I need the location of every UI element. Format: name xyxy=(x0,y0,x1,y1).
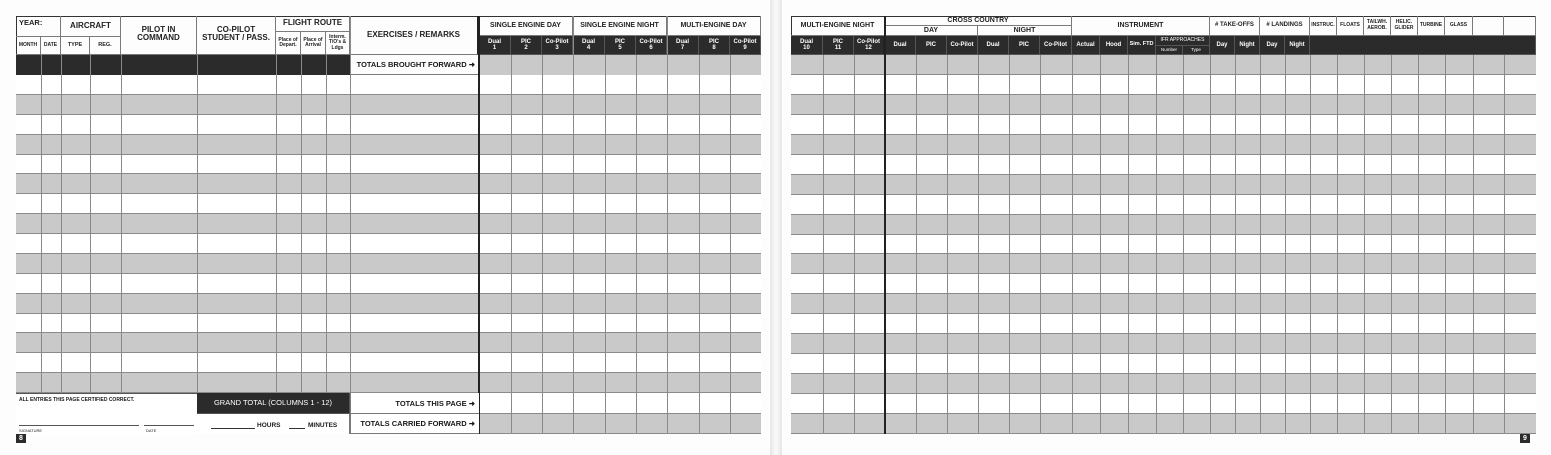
right-entry-row xyxy=(791,374,1536,394)
column-divider xyxy=(1128,55,1129,434)
engine-entry-row xyxy=(479,155,761,175)
col-4-header: Dual 4 xyxy=(573,36,605,55)
place-arrival-header: Place of Arrival xyxy=(301,32,326,55)
column-divider xyxy=(1235,55,1236,434)
right-entry-row xyxy=(791,155,1536,175)
engine-entry-row xyxy=(479,95,761,115)
column-divider xyxy=(1473,55,1474,434)
column-divider xyxy=(350,16,351,434)
landings-night-header: Night xyxy=(1285,36,1310,55)
instrument-actual-header: Actual xyxy=(1072,36,1100,55)
column-divider xyxy=(1310,55,1311,434)
column-divider xyxy=(511,55,512,434)
left-entry-row xyxy=(16,135,350,155)
left-entry-row xyxy=(16,115,350,135)
column-divider xyxy=(1040,55,1041,434)
right-entry-row xyxy=(791,314,1536,334)
column-divider xyxy=(1072,55,1073,434)
column-divider xyxy=(1445,55,1446,434)
left-entry-row xyxy=(16,314,350,334)
left-entry-row xyxy=(16,194,350,214)
takeoffs-day-header: Day xyxy=(1210,36,1235,55)
cc-day-dual-header: Dual xyxy=(885,36,916,55)
column-divider xyxy=(1418,55,1419,434)
group-divider xyxy=(667,16,668,434)
column-divider xyxy=(1260,55,1261,434)
tailwheel-aerobatic-header: TAILWH. AEROB. xyxy=(1364,16,1391,36)
col-7-header: Dual 7 xyxy=(667,36,699,55)
left-entry-row xyxy=(16,333,350,353)
cc-day-pic-header: PIC xyxy=(916,36,947,55)
engine-entry-row xyxy=(479,373,761,393)
col-12-header: Co-Pilot 12 xyxy=(854,36,885,55)
remarks-entry-cell xyxy=(350,174,479,194)
date-header: DATE xyxy=(41,37,61,55)
landings-day-header: Day xyxy=(1260,36,1285,55)
right-page-number: 9 xyxy=(1520,434,1530,443)
remarks-entry-cell xyxy=(350,135,479,155)
section-divider xyxy=(478,16,480,434)
date-label: DATE xyxy=(146,428,157,433)
cc-night-pic-header: PIC xyxy=(1009,36,1040,55)
remarks-entry-cell xyxy=(350,333,479,353)
blank-header-2 xyxy=(1504,16,1536,36)
col-5-header: PIC 5 xyxy=(605,36,636,55)
remarks-entry-cell xyxy=(350,294,479,314)
remarks-entry-cell xyxy=(350,115,479,135)
column-divider xyxy=(947,55,948,434)
floats-header: FLOATS xyxy=(1337,16,1364,36)
book-gutter xyxy=(770,0,782,455)
column-divider xyxy=(301,55,302,393)
instrument-sim-header: Sim. FTD xyxy=(1128,36,1156,55)
column-divider xyxy=(326,55,327,393)
totals-this-page-label: TOTALS THIS PAGE ➜ xyxy=(350,393,479,414)
hours-minutes-box xyxy=(197,414,350,434)
turbine-header: TURBINE xyxy=(1418,16,1445,36)
column-divider xyxy=(978,55,979,434)
right-entry-row xyxy=(791,135,1536,155)
pilot-in-command-header: PILOT IN COMMAND xyxy=(121,16,197,55)
remarks-entry-cell xyxy=(350,234,479,254)
right-entry-row xyxy=(791,235,1536,255)
engine-entry-row xyxy=(479,353,761,373)
column-divider xyxy=(636,55,637,434)
right-entry-row xyxy=(791,254,1536,274)
column-divider xyxy=(916,55,917,434)
column-divider xyxy=(1364,55,1365,434)
left-page-number: 8 xyxy=(16,434,26,443)
ifr-type-header: Type xyxy=(1183,46,1210,55)
engine-entry-row xyxy=(479,333,761,353)
multi-engine-day-header: MULTI-ENGINE DAY xyxy=(667,16,761,36)
remarks-entry-cell xyxy=(350,95,479,115)
column-divider xyxy=(1183,55,1184,434)
right-entry-row xyxy=(791,274,1536,294)
ifr-approaches-header: IFR APPROACHES xyxy=(1156,36,1210,46)
instrument-header: INSTRUMENT xyxy=(1072,16,1210,36)
right-entry-row xyxy=(791,394,1536,414)
left-entry-row xyxy=(16,155,350,175)
column-divider xyxy=(1210,55,1211,434)
left-entry-row xyxy=(16,75,350,95)
engine-entry-row xyxy=(479,274,761,294)
column-divider xyxy=(1100,55,1101,434)
right-entry-row xyxy=(791,294,1536,314)
column-divider xyxy=(61,55,62,393)
engine-entry-row xyxy=(479,254,761,274)
cc-night-header: NIGHT xyxy=(978,26,1072,36)
column-divider xyxy=(730,55,731,434)
column-divider xyxy=(41,55,42,393)
takeoffs-header: # TAKE-OFFS xyxy=(1210,16,1260,36)
cc-night-copilot-header: Co-Pilot xyxy=(1040,36,1072,55)
ifr-number-header: Number xyxy=(1156,46,1183,55)
exercises-remarks-header: EXERCISES / REMARKS xyxy=(350,16,479,55)
engine-entry-row xyxy=(479,194,761,214)
right-entry-row xyxy=(791,75,1536,95)
remarks-entry-cell xyxy=(350,214,479,234)
column-divider xyxy=(605,55,606,434)
column-divider xyxy=(1504,55,1505,434)
hours-label: HOURS xyxy=(257,422,281,429)
remarks-entry-cell xyxy=(350,155,479,175)
right-entry-row xyxy=(791,115,1536,135)
cc-day-header: DAY xyxy=(885,26,978,36)
col-3-header: Co-Pilot 3 xyxy=(542,36,573,55)
engine-entry-row xyxy=(479,234,761,254)
instruc-header: INSTRUC. xyxy=(1310,16,1337,36)
column-divider xyxy=(1285,55,1286,434)
certification-block xyxy=(16,393,197,435)
col-6-header: Co-Pilot 6 xyxy=(636,36,667,55)
right-entry-row xyxy=(791,175,1536,195)
totals-brought-forward-label: TOTALS BROUGHT FORWARD ➜ xyxy=(350,55,479,75)
place-depart-header: Place of Depart. xyxy=(276,32,301,55)
left-entry-row xyxy=(16,234,350,254)
aircraft-header: AIRCRAFT xyxy=(61,16,121,37)
totals-carried-forward-label: TOTALS CARRIED FORWARD ➜ xyxy=(350,414,479,434)
engine-entry-row xyxy=(479,135,761,155)
left-entry-row xyxy=(16,373,350,393)
minutes-label: MINUTES xyxy=(308,422,338,429)
col-10-header: Dual 10 xyxy=(791,36,823,55)
column-divider xyxy=(276,55,277,393)
engine-entry-row xyxy=(479,174,761,194)
multi-engine-night-header: MULTI-ENGINE NIGHT xyxy=(791,16,885,36)
logbook-left-page xyxy=(0,0,770,455)
left-entry-row xyxy=(16,274,350,294)
engine-entry-row xyxy=(479,115,761,135)
column-divider xyxy=(197,55,198,393)
column-divider xyxy=(90,55,91,393)
reg-header: REG. xyxy=(90,37,121,55)
column-divider xyxy=(121,55,122,393)
interm-header: Interm. T/O's & Ldgs xyxy=(326,32,350,55)
column-divider xyxy=(1337,55,1338,434)
totals-this-page-values xyxy=(479,393,761,414)
left-entry-row xyxy=(16,214,350,234)
month-header: MONTH xyxy=(16,37,41,55)
left-entry-row xyxy=(16,254,350,274)
right-entry-row xyxy=(791,215,1536,235)
group-divider xyxy=(573,16,574,434)
left-entry-row xyxy=(16,95,350,115)
copilot-header: CO-PILOT STUDENT / PASS. xyxy=(197,16,276,55)
column-divider xyxy=(1156,55,1157,434)
cc-day-copilot-header: Co-Pilot xyxy=(947,36,978,55)
engine-entry-row xyxy=(479,75,761,95)
col-9-header: Co-Pilot 9 xyxy=(730,36,761,55)
column-divider xyxy=(542,55,543,434)
left-entry-row xyxy=(16,174,350,194)
brought-forward-dark-band xyxy=(16,55,350,75)
remarks-entry-cell xyxy=(350,254,479,274)
blank-header-1 xyxy=(1473,16,1504,36)
col-1-header: Dual 1 xyxy=(479,36,511,55)
totals-carried-forward-values xyxy=(479,414,761,434)
right-entry-row xyxy=(791,95,1536,115)
signature-label: SIGNATURE xyxy=(19,428,43,433)
left-entry-row xyxy=(16,353,350,373)
single-engine-day-header: SINGLE ENGINE DAY xyxy=(479,16,573,36)
instrument-hood-header: Hood xyxy=(1100,36,1128,55)
right-entry-row xyxy=(791,195,1536,215)
cc-night-dual-header: Dual xyxy=(978,36,1009,55)
right-entry-row xyxy=(791,414,1536,434)
helicopter-glider-header: HELIC. GLIDER xyxy=(1391,16,1418,36)
engine-entry-row xyxy=(479,294,761,314)
column-divider xyxy=(1391,55,1392,434)
brought-forward-values-band xyxy=(479,55,761,75)
landings-header: # LANDINGS xyxy=(1260,16,1310,36)
remarks-entry-cell xyxy=(350,194,479,214)
cross-country-header: CROSS COUNTRY xyxy=(885,16,1072,26)
year-header: YEAR: xyxy=(16,16,61,37)
left-entry-row xyxy=(16,294,350,314)
misc-dark-subheader xyxy=(1310,36,1536,55)
type-header: TYPE xyxy=(61,37,90,55)
right-entry-row xyxy=(791,334,1536,354)
right-entry-row xyxy=(791,55,1536,75)
remarks-entry-cell xyxy=(350,373,479,393)
flight-route-header: FLIGHT ROUTE xyxy=(276,16,350,32)
certified-text: ALL ENTRIES THIS PAGE CERTIFIED CORRECT. xyxy=(19,397,135,403)
col-2-header: PIC 2 xyxy=(511,36,542,55)
col-8-header: PIC 8 xyxy=(699,36,730,55)
remarks-entry-cell xyxy=(350,353,479,373)
remarks-entry-cell xyxy=(350,274,479,294)
col-11-header: PIC 11 xyxy=(823,36,854,55)
grand-total-label: GRAND TOTAL (COLUMNS 1 - 12) xyxy=(197,393,350,414)
column-divider xyxy=(699,55,700,434)
section-divider xyxy=(884,16,886,434)
logbook-right-page xyxy=(782,0,1551,455)
glass-header: GLASS xyxy=(1445,16,1473,36)
remarks-entry-cell xyxy=(350,314,479,334)
right-entry-row xyxy=(791,354,1536,374)
engine-entry-row xyxy=(479,214,761,234)
takeoffs-night-header: Night xyxy=(1235,36,1260,55)
column-divider xyxy=(823,55,824,434)
column-divider xyxy=(1009,55,1010,434)
single-engine-night-header: SINGLE ENGINE NIGHT xyxy=(573,16,667,36)
engine-entry-row xyxy=(479,314,761,334)
remarks-entry-cell xyxy=(350,75,479,95)
column-divider xyxy=(854,55,855,434)
